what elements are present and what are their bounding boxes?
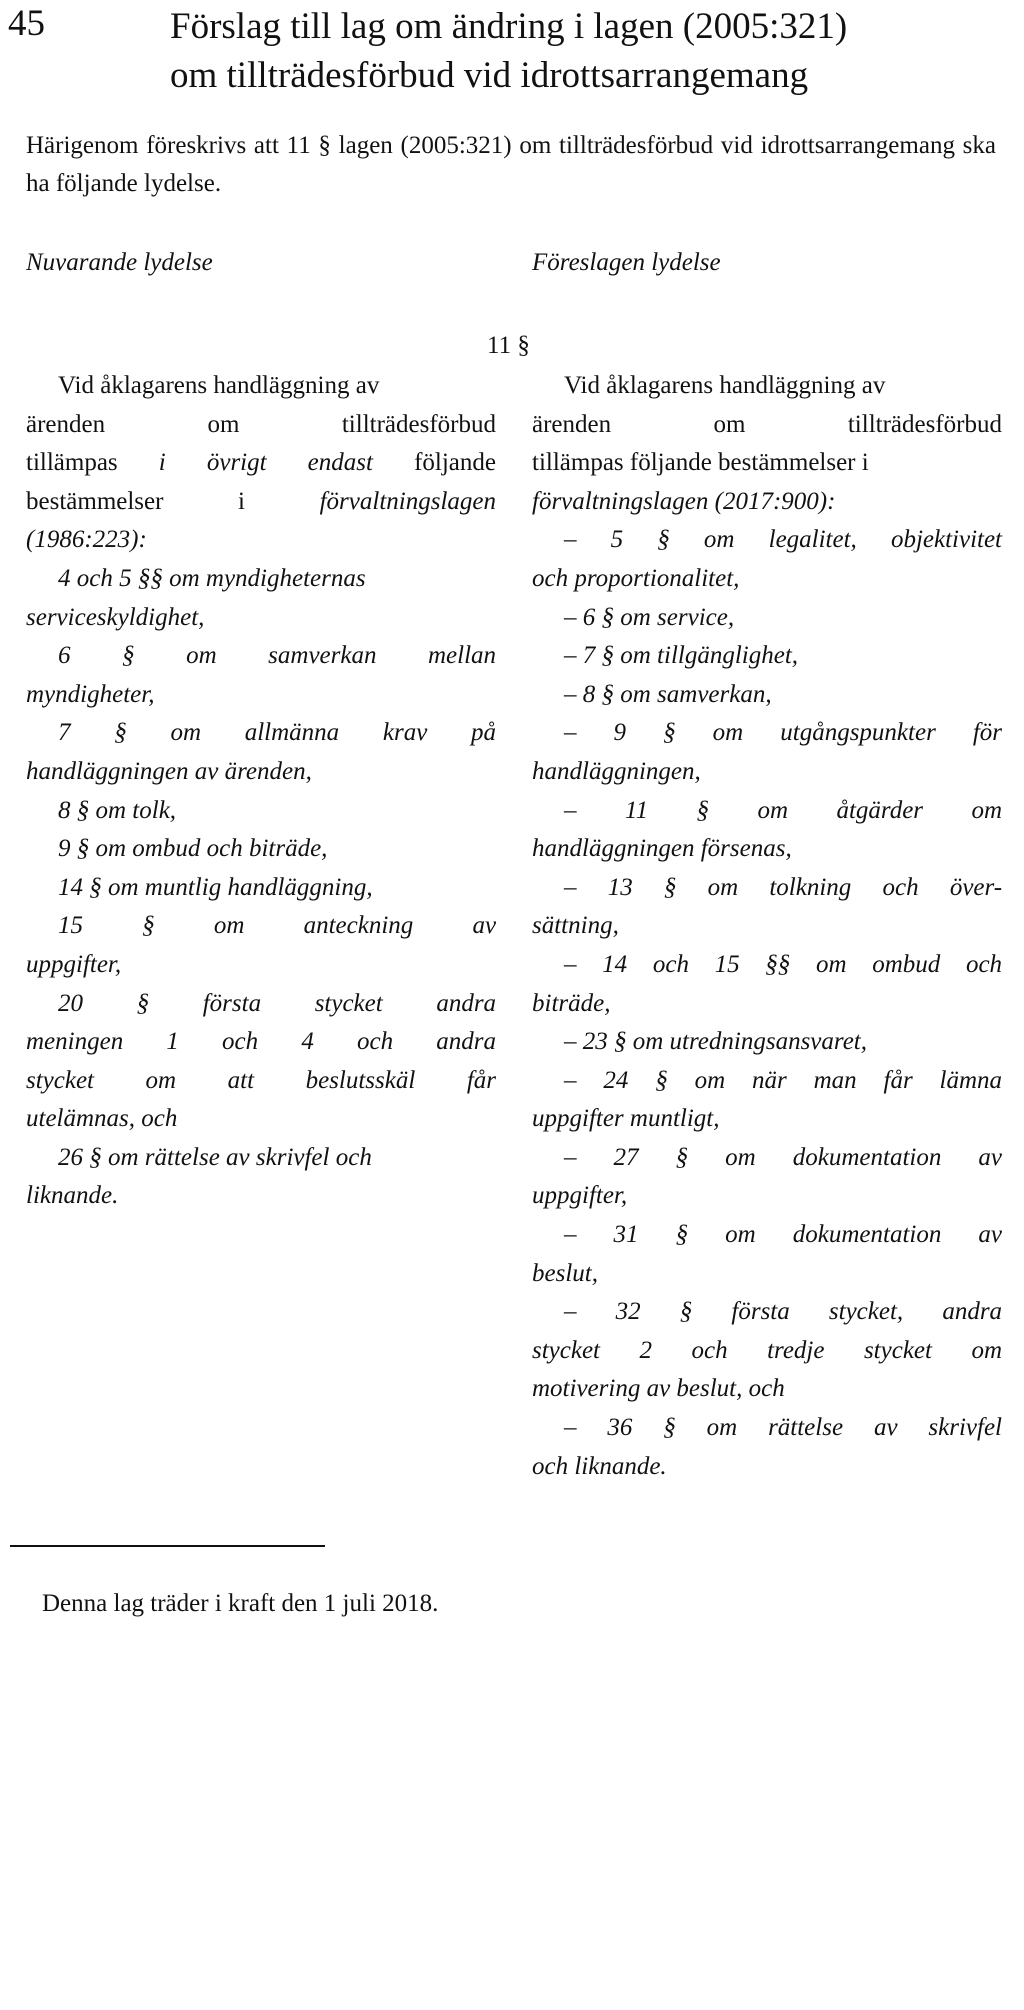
text-line: sättning, <box>532 912 619 940</box>
text-line: (1986:223): <box>26 526 147 554</box>
text-line: – 9 § om utgångspunkter för <box>564 719 1003 747</box>
current-wording-column <box>26 367 496 1216</box>
text-line: 8 § om tolk, <box>58 796 177 824</box>
text-line: 20 § första stycket andra <box>58 989 497 1017</box>
footer-divider <box>10 1545 325 1547</box>
current-wording-heading: Nuvarande lydelse <box>26 249 213 276</box>
text-line: ärenden om tillträdesförbud <box>26 410 496 438</box>
text-line: Vid åklagarens handläggning av <box>58 372 380 399</box>
entry-into-force-note: Denna lag träder i kraft den 1 juli 2018. <box>42 1590 439 1617</box>
text-line: liknande. <box>26 1182 119 1210</box>
text-line: stycket om att beslutsskäl får <box>26 1066 497 1094</box>
text-line: ärenden om tillträdesförbud <box>532 410 1002 438</box>
text-line: – 6 § om service, <box>564 603 735 631</box>
text-line: handläggningen av ärenden, <box>26 757 312 785</box>
text-line: uppgifter, <box>532 1182 628 1210</box>
text-line: 6 § om samverkan mellan <box>58 642 497 670</box>
text-line: beslut, <box>532 1259 598 1287</box>
text-line: biträde, <box>532 989 611 1017</box>
text-line: 26 § om rättelse av skrivfel och <box>58 1143 372 1171</box>
text-line: bestämmelser i förvaltningslagen <box>26 487 496 515</box>
text-line: uppgifter, <box>26 950 122 978</box>
intro-paragraph: Härigenom föreskrivs att 11 § lagen (2005:321) om tillträdesförbud vid idrottsarrangemang ska ha följande lydelse. <box>26 132 996 197</box>
text-line: – 27 § om dokumentation av <box>564 1143 1002 1171</box>
text-line: Vid åklagarens handläggning av <box>564 372 886 399</box>
text-line: meningen 1 och 4 och andra <box>26 1028 497 1056</box>
text-line: – 13 § om tolkning och över- <box>564 873 1003 901</box>
text-line: stycket 2 och tredje stycket om <box>532 1336 1003 1364</box>
text-line: – 36 § om rättelse av skrivfel <box>564 1414 1003 1442</box>
page-number: 45 <box>8 3 45 44</box>
proposed-wording-heading: Föreslagen lydelse <box>532 249 721 276</box>
text-line: 14 § om muntlig handläggning, <box>58 873 373 901</box>
text-line: 4 och 5 §§ om myndigheternas <box>58 564 366 592</box>
text-line: – 5 § om legalitet, objektivitet <box>564 526 1002 554</box>
text-line: och liknande. <box>532 1452 667 1480</box>
text-line: – 31 § om dokumentation av <box>564 1221 1002 1249</box>
text-line: 7 § om allmänna krav på <box>58 719 497 747</box>
title-line-1: Förslag till lag om ändring i lagen (2005:321) <box>170 6 848 47</box>
text-line: och proportionalitet, <box>532 564 740 592</box>
text-line: – 14 och 15 §§ om ombud och <box>564 950 1003 978</box>
text-line: – 23 § om utredningsansvaret, <box>564 1028 867 1056</box>
document-title <box>170 2 1000 100</box>
text-line: – 11 § om åtgärder om <box>564 796 1003 824</box>
text-line: handläggningen, <box>532 757 701 785</box>
text-line: – 32 § första stycket, andra <box>564 1298 1003 1326</box>
text-line: motivering av beslut, och <box>532 1375 785 1403</box>
text-line: 9 § om ombud och biträde, <box>58 835 328 863</box>
text-line: tillämpas följande bestämmelser i <box>532 449 869 477</box>
text-line: uppgifter muntligt, <box>532 1105 720 1133</box>
text-line: serviceskyldighet, <box>26 603 205 631</box>
text-line: förvaltningslagen (2017:900): <box>532 487 836 515</box>
text-line: – 24 § om när man får lämna <box>564 1066 1003 1094</box>
text-line: handläggningen försenas, <box>532 835 792 863</box>
text-line: utelämnas, och <box>26 1105 178 1133</box>
text-line: tillämpas i övrigt endast följande <box>26 449 497 477</box>
text-line: – 7 § om tillgänglighet, <box>564 642 799 670</box>
text-line: 15 § om anteckning av <box>58 912 497 940</box>
text-line: – 8 § om samverkan, <box>564 680 772 708</box>
text-line: myndigheter, <box>26 680 155 708</box>
section-heading: 11 § <box>487 332 530 359</box>
title-line-2: om tillträdesförbud vid idrottsarrangemang <box>170 55 809 96</box>
proposed-wording-column <box>532 367 1002 1486</box>
